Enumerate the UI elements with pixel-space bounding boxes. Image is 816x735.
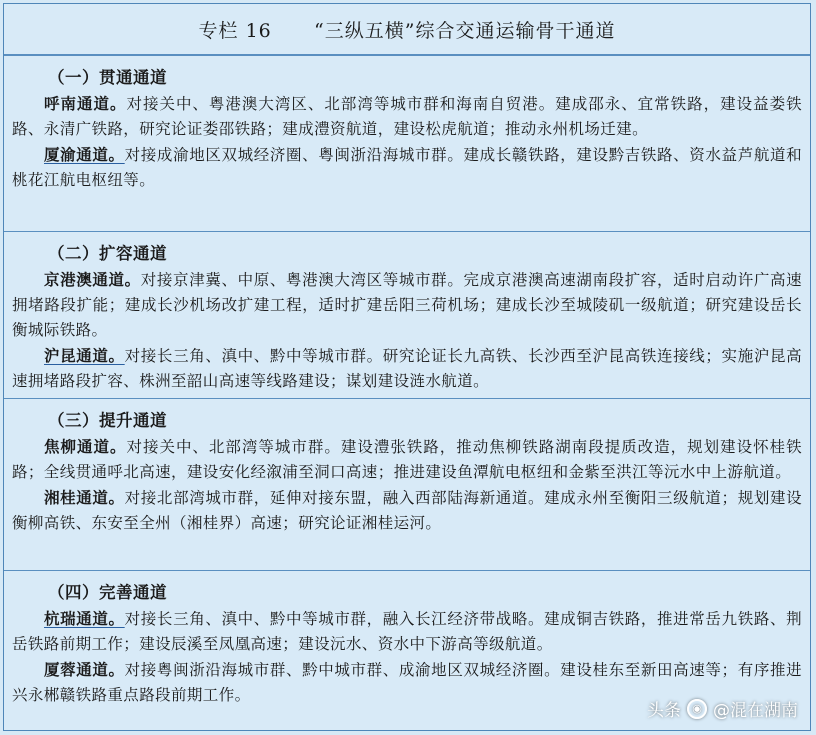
section-through-corridor xyxy=(4,56,810,232)
corridor-name: 焦柳通道。 xyxy=(44,437,127,456)
section-heading: （四）完善通道 xyxy=(48,583,167,602)
corridor-name: 呼南通道。 xyxy=(44,94,127,113)
corridor-paragraph xyxy=(12,343,802,394)
column-number: 专栏 16 xyxy=(198,19,272,42)
corridor-paragraph xyxy=(12,267,802,343)
corridor-text: 对接长三角、滇中、黔中等城市群。研究论证长九高铁、长沙西至沪昆高铁连接线；实施沪昆高速拥堵路段扩容、株洲至韶山高速等线路建设；谋划建设涟水航道。 xyxy=(12,347,802,390)
corridor-text: 对接成渝地区双城经济圈、粤闽浙沿海城市群。建成长赣铁路，建设黔吉铁路、资水益芦航道和桃花江航电枢纽等。 xyxy=(12,146,802,189)
section-heading: （二）扩容通道 xyxy=(48,244,167,263)
corridor-paragraph xyxy=(12,91,802,142)
camera-icon: ◉ xyxy=(687,699,707,719)
column-heading: “三纵五横”综合交通运输骨干通道 xyxy=(314,19,616,42)
corridor-text: 对接关中、北部湾等城市群。建设澧张铁路，推动焦柳铁路湖南段提质改造，规划建设怀桂铁路；全线贯通呼北高速，建设安化经溆浦至洞口高速；推进建设鱼潭航电枢纽和金紫至洪江等沅水中上游航道。 xyxy=(12,438,802,481)
watermark-handle: @混在湖南 xyxy=(713,701,798,721)
corridor-paragraph xyxy=(12,606,802,657)
corridor-paragraph xyxy=(12,434,802,485)
watermark xyxy=(647,696,798,721)
column-box xyxy=(3,3,811,731)
corridor-text: 对接粤闽浙沿海城市群、黔中城市群、成渝地区双城经济圈。建设桂东至新田高速等；有序推进兴永郴赣铁路重点路段前期工作。 xyxy=(12,661,802,704)
corridor-name: 京港澳通道。 xyxy=(44,270,141,289)
section-heading: （三）提升通道 xyxy=(48,411,167,430)
section-expansion-corridor xyxy=(4,232,810,399)
corridor-text: 对接长三角、滇中、黔中等城市群，融入长江经济带战略。建成铜吉铁路，推进常岳九铁路、荆岳铁路前期工作；建设辰溪至凤凰高速；建设沅水、资水中下游高等级航道。 xyxy=(12,610,802,653)
column-title xyxy=(4,4,810,56)
watermark-brand: 头条 xyxy=(647,701,681,721)
corridor-paragraph xyxy=(12,142,802,193)
corridor-text: 对接京津冀、中原、粤港澳大湾区等城市群。完成京港澳高速湖南段扩容，适时启动许广高速拥堵路段扩能；建成长沙机场改扩建工程，适时扩建岳阳三荷机场；建成长沙至城陵矶一级航道；研究建设岳长衡城际铁路。 xyxy=(12,271,802,339)
corridor-paragraph xyxy=(12,485,802,536)
corridor-name: 杭瑞通道。 xyxy=(44,609,125,628)
corridor-text: 对接关中、粤港澳大湾区、北部湾等城市群和海南自贸港。建成邵永、宜常铁路，建设益娄铁路、永清广铁路，研究论证娄邵铁路；建成澧资航道，建设松虎航道；推动永州机场迁建。 xyxy=(12,95,802,138)
corridor-name: 厦渝通道。 xyxy=(44,145,125,164)
corridor-name: 厦蓉通道。 xyxy=(44,660,125,679)
section-heading: （一）贯通通道 xyxy=(48,68,167,87)
corridor-name: 湘桂通道。 xyxy=(44,488,125,507)
corridor-name: 沪昆通道。 xyxy=(44,346,125,365)
corridor-text: 对接北部湾城市群，延伸对接东盟，融入西部陆海新通道。建成永州至衡阳三级航道；规划建设衡柳高铁、东安至全州（湘桂界）高速；研究论证湘桂运河。 xyxy=(12,489,802,532)
section-upgrade-corridor xyxy=(4,399,810,571)
